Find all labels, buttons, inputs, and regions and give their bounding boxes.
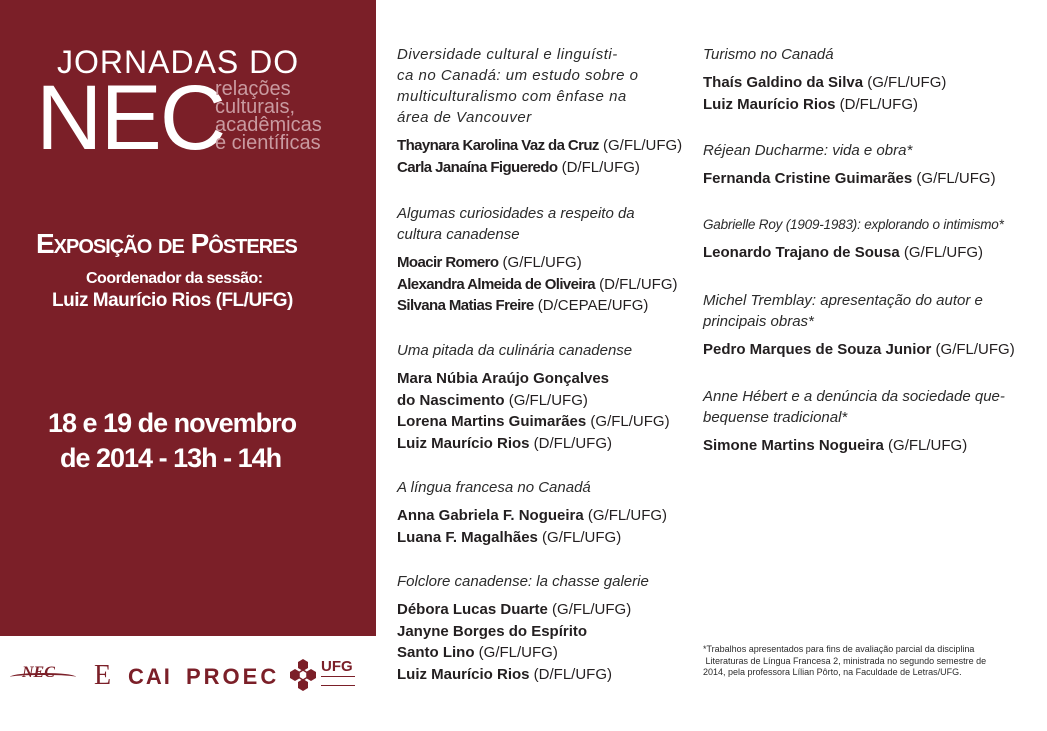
author-line	[397, 157, 682, 179]
author-name: Luana F. Magalhães	[397, 528, 538, 546]
author-affiliation: (G/FL/UFG)	[504, 391, 588, 409]
poster-entry	[703, 140, 1033, 190]
poster-title-line: Turismo no Canadá	[703, 46, 834, 63]
author-line	[703, 94, 1033, 116]
tagline-line: acadêmicas	[215, 114, 322, 136]
author-name: Lorena Martins Guimarães	[397, 413, 587, 430]
event-date-line1: 18 e 19 de novembro	[48, 408, 297, 438]
poster-title	[397, 571, 682, 592]
poster-title-line: principais obras*	[703, 313, 814, 330]
poster-entry	[397, 44, 682, 178]
nec-logo-text: NEC	[22, 664, 55, 681]
poster-authors	[703, 72, 1033, 115]
poster-title-line: bequense tradicional*	[703, 409, 848, 426]
author-line	[397, 664, 682, 686]
author-affiliation: (G/FL/UFG)	[537, 528, 622, 546]
author-name: Thaynara Karolina Vaz da Cruz	[397, 137, 599, 154]
author-line	[703, 72, 1033, 94]
coordinator-name: Luiz Maurício Rios (FL/UFG)	[52, 290, 293, 311]
author-line	[397, 368, 682, 390]
author-affiliation: (G/FL/UFG)	[899, 244, 984, 261]
author-name: Alexandra Almeida de Oliveira	[397, 275, 595, 293]
poster-entry	[397, 571, 682, 685]
banner-tagline	[215, 80, 375, 152]
poster-entry	[703, 44, 1033, 115]
poster-authors	[397, 252, 682, 317]
ufg-hexagon-icon	[288, 658, 318, 692]
poster-title	[703, 386, 1033, 428]
nec-logo	[10, 664, 76, 686]
poster-title	[703, 44, 1033, 65]
author-line	[397, 411, 682, 433]
author-line	[397, 621, 682, 643]
poster-entry	[397, 203, 682, 317]
poster-authors	[397, 135, 682, 178]
author-line	[397, 252, 682, 274]
author-affiliation: (D/CEPAE/UFG)	[533, 297, 649, 314]
poster-title	[397, 44, 682, 128]
author-name: Luiz Maurício Rios	[397, 434, 530, 452]
poster-authors	[703, 168, 1033, 190]
footnote-line: *Trabalhos apresentados para fins de avaliação parcial da disciplina	[703, 644, 975, 654]
author-name: Silvana Matias Freire	[397, 297, 534, 314]
author-line	[703, 242, 1033, 264]
poster-title-line: Réjean Ducharme: vida e obra*	[703, 142, 913, 159]
poster-title	[397, 340, 682, 361]
poster-title-line: A língua francesa no Canadá	[397, 479, 591, 496]
author-line	[397, 433, 682, 455]
poster-title	[703, 140, 1033, 161]
author-affiliation: (D/FL/UFG)	[835, 95, 919, 113]
footnote-line: Literaturas de Língua Francesa 2, ministrada no segundo semestre de	[703, 655, 987, 666]
author-affiliation: (G/FL/UFG)	[883, 437, 968, 454]
author-affiliation: (D/FL/UFG)	[594, 275, 678, 293]
author-affiliation: (D/FL/UFG)	[529, 434, 613, 452]
author-affiliation: (G/FL/UFG)	[912, 170, 996, 187]
poster-authors	[397, 599, 682, 685]
author-line	[703, 435, 1033, 457]
poster-title-line: Anne Hébert e a denúncia da sociedade que-	[703, 388, 1005, 405]
author-affiliation: (G/FL/UFG)	[863, 74, 947, 91]
footnote	[703, 644, 1029, 679]
author-line	[397, 505, 682, 527]
author-line	[397, 642, 682, 664]
author-affiliation: (G/FL/UFG)	[598, 137, 683, 154]
author-affiliation: (G/FL/UFG)	[583, 507, 668, 524]
author-name: Janyne Borges do Espírito	[397, 622, 588, 640]
author-affiliation: (D/FL/UFG)	[529, 665, 613, 683]
author-name: Luiz Maurício Rios	[703, 95, 836, 113]
author-line	[397, 274, 682, 296]
author-name: Luiz Maurício Rios	[397, 665, 530, 683]
session-title: Exposição de Pôsteres	[36, 228, 297, 259]
author-name: Thaís Galdino da Silva	[703, 74, 864, 91]
poster-title	[397, 203, 682, 245]
author-affiliation: (G/FL/UFG)	[931, 341, 1015, 358]
author-line	[397, 135, 682, 157]
poster-authors	[703, 242, 1033, 264]
event-date-line2: de 2014 - 13h - 14h	[60, 443, 282, 473]
poster-title-line: Folclore canadense: la chasse galerie	[397, 573, 649, 590]
poster-title-line: Gabrielle Roy (1909-1983): explorando o intimismo*	[703, 217, 1004, 232]
poster-authors	[397, 368, 682, 454]
poster-title	[703, 290, 1033, 332]
poster-title-line: Uma pitada da culinária canadense	[397, 342, 633, 359]
tagline-line: e científicas	[215, 132, 321, 154]
author-name: Fernanda Cristine Guimarães	[703, 170, 913, 187]
author-affiliation: (G/FL/UFG)	[474, 644, 558, 661]
author-line	[703, 168, 1033, 190]
poster-entry	[397, 477, 682, 548]
author-affiliation: (G/FL/UFG)	[498, 254, 582, 271]
event-banner	[0, 0, 376, 636]
poster-title-line: Diversidade cultural e linguísti-	[397, 46, 618, 63]
ufg-logo-subline	[321, 676, 355, 686]
author-name: Leonardo Trajano de Sousa	[703, 244, 900, 261]
poster-title-line: multiculturalismo com ênfase na	[397, 88, 627, 105]
author-name: Moacir Romero	[397, 254, 499, 271]
poster-title-line: Michel Tremblay: apresentação do autor e	[703, 292, 983, 309]
author-affiliation: (G/FL/UFG)	[547, 601, 632, 618]
author-line	[397, 527, 682, 549]
author-name: Santo Lino	[397, 644, 475, 661]
author-name: Carla Janaína Figueredo	[397, 158, 558, 176]
footnote-line: 2014, pela professora Lílian Pôrto, na Faculdade de Letras/UFG.	[703, 667, 962, 677]
poster-authors	[703, 339, 1033, 361]
poster-title	[703, 214, 1033, 235]
poster-entry	[397, 340, 682, 454]
poster-entry	[703, 214, 1033, 264]
tagline-line: relações	[215, 78, 291, 100]
banner-nec-title: NEC	[36, 67, 225, 169]
author-name: Pedro Marques de Souza Junior	[703, 341, 932, 358]
poster-authors	[397, 505, 682, 548]
coordinator-label: Coordenador da sessão:	[86, 270, 263, 287]
poster-title	[397, 477, 682, 498]
cai-logo: CAI	[128, 664, 172, 689]
poster-authors	[703, 435, 1033, 457]
tagline-line: culturais,	[215, 96, 296, 118]
poster-entry	[703, 290, 1033, 361]
author-name: Mara Núbia Araújo Gonçalves	[397, 370, 610, 387]
poster-title-line: ca no Canadá: um estudo sobre o	[397, 67, 639, 84]
poster-title-line: área de Vancouver	[397, 109, 532, 126]
author-name: do Nascimento	[397, 391, 505, 409]
poster-title-line: cultura canadense	[397, 226, 520, 243]
author-line	[703, 339, 1033, 361]
author-line	[397, 599, 682, 621]
author-name: Simone Martins Nogueira	[703, 437, 884, 454]
author-affiliation: (G/FL/UFG)	[586, 413, 670, 430]
proec-logo: PROEC	[186, 664, 280, 689]
ufg-logo-text: UFG	[321, 658, 353, 675]
author-affiliation: (D/FL/UFG)	[557, 158, 640, 176]
poster-entry	[703, 386, 1033, 457]
ufg-logo	[288, 658, 358, 694]
author-name: Débora Lucas Duarte	[397, 601, 548, 618]
banner-line1: JORNADAS DO	[57, 44, 300, 80]
author-line	[397, 295, 682, 317]
author-line	[397, 390, 682, 412]
poster-title-line: Algumas curiosidades a respeito da	[397, 205, 635, 222]
author-name: Anna Gabriela F. Nogueira	[397, 507, 584, 524]
e-logo: E	[94, 660, 112, 691]
